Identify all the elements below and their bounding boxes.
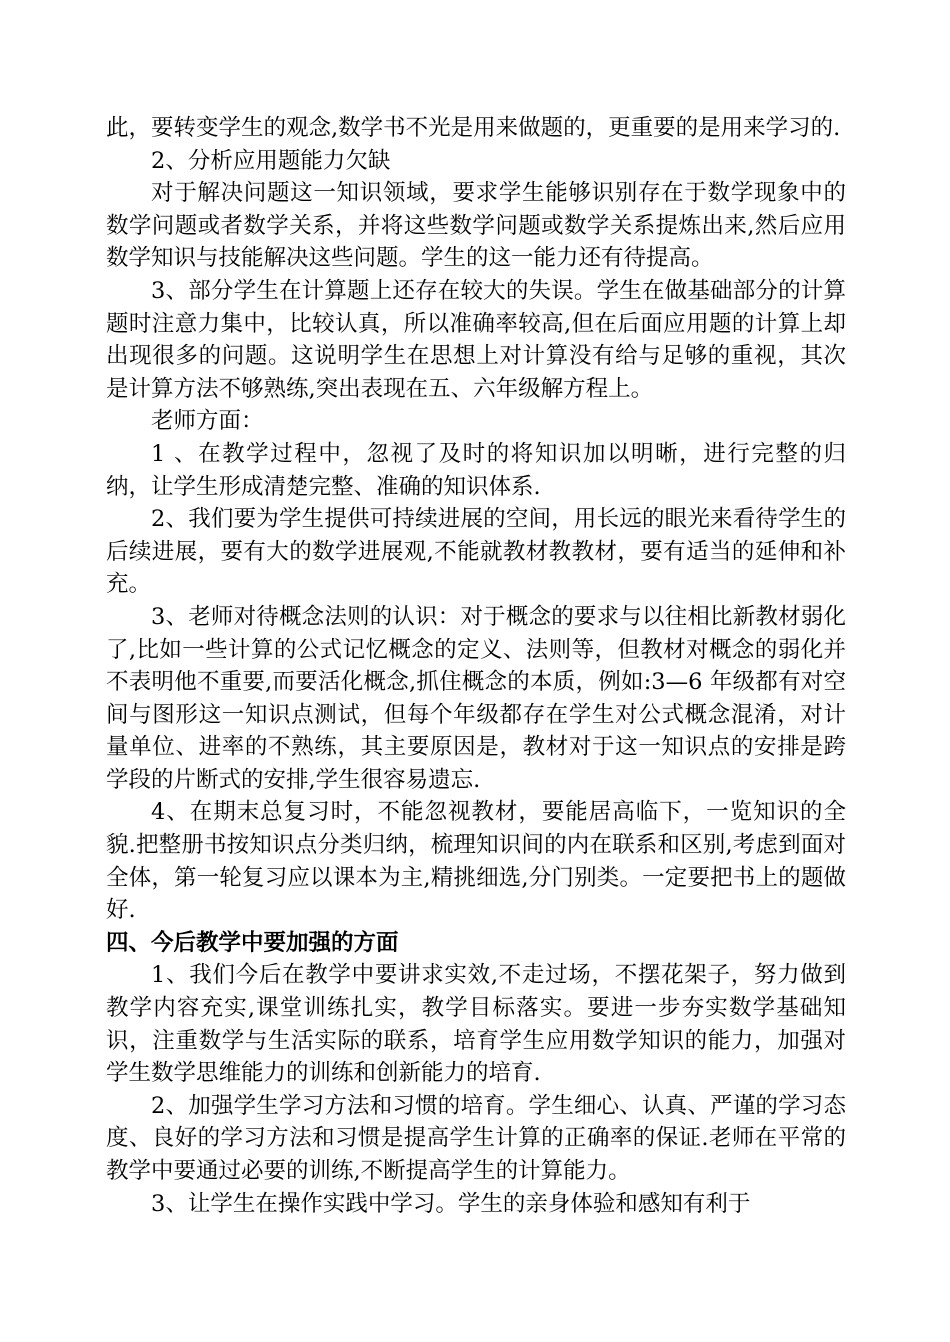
paragraph-problem-solving: 对于解决问题这一知识领域，要求学生能够识别存在于数学现象中的数学问题或者数学关系，并将这些数学问题或数学关系提炼出来,然后应用数学知识与技能解决这些问题。学生的这一能力还有待提高。 [106,180,846,272]
paragraph-teacher-point-4: 4、在期末总复习时，不能忽视教材，要能居高临下，一览知识的全貌.把整册书按知识点分类归纳，梳理知识间的内在联系和区别,考虑到面对全体，第一轮复习应以课本为主,精挑细选,分门别类。一定要把书上的题做好. [106,799,846,924]
paragraph-future-point-2: 2、加强学生学习方法和习惯的培育。学生细心、认真、严谨的学习态度、良好的学习方法和习惯是提高学生计算的正确率的保证.老师在平常的教学中要通过必要的训练,不断提高学生的计算能力。 [106,1092,846,1184]
paragraph-teacher-point-3: 3、老师对待概念法则的认识：对于概念的要求与以往相比新教材弱化了,比如一些计算的公式记忆概念的定义、法则等，但教材对概念的弱化并不表明他不重要,而要活化概念,抓住概念的本质，例如:3—6 年级都有对空间与图形这一知识点测试，但每个年级都存在学生对公式概念混淆，对计量单位、进率的不熟练，其主要原因是，教材对于这一知识点的安排是跨学段的片断式的安排,学生很容易遗忘. [106,603,846,793]
paragraph-teacher-aspect: 老师方面： [151,408,264,435]
paragraph-continued: 此，要转变学生的观念,数学书不光是用来做题的，更重要的是用来学习的. [106,115,841,141]
paragraph-calculation-errors: 3、部分学生在计算题上还存在较大的失误。学生在做基础部分的计算题时注意力集中，比较认真，所以准确率较高,但在后面应用题的计算上却出现很多的问题。这说明学生在思想上对计算没有给与足够的重视，其次是计算方法不够熟练,突出表现在五、六年级解方程上。 [106,277,846,402]
paragraph-future-point-1: 1、我们今后在教学中要讲求实效,不走过场，不摆花架子，努力做到教学内容充实,课堂训练扎实，教学目标落实。要进一步夯实数学基础知识，注重数学与生活实际的联系，培育学生应用数学知识的能力，加强对学生数学思维能力的训练和创新能力的培育. [106,962,846,1087]
section-heading-4: 四、今后教学中要加强的方面 [106,929,399,956]
paragraph-teacher-point-1: 1 、在教学过程中，忽视了及时的将知识加以明晰，进行完整的归纳，让学生形成清楚完整、准确的知识体系. [106,440,846,500]
paragraph-analysis-heading: 2、分析应用题能力欠缺 [151,147,391,174]
paragraph-future-point-3: 3、让学生在操作实践中学习。学生的亲身体验和感知有利于 [151,1190,751,1217]
paragraph-teacher-point-2: 2、我们要为学生提供可持续进展的空间，用长远的眼光来看待学生的后续进展，要有大的数学进展观,不能就教材教教材，要有适当的延伸和补充。 [106,506,846,598]
document-page [106,112,846,1220]
